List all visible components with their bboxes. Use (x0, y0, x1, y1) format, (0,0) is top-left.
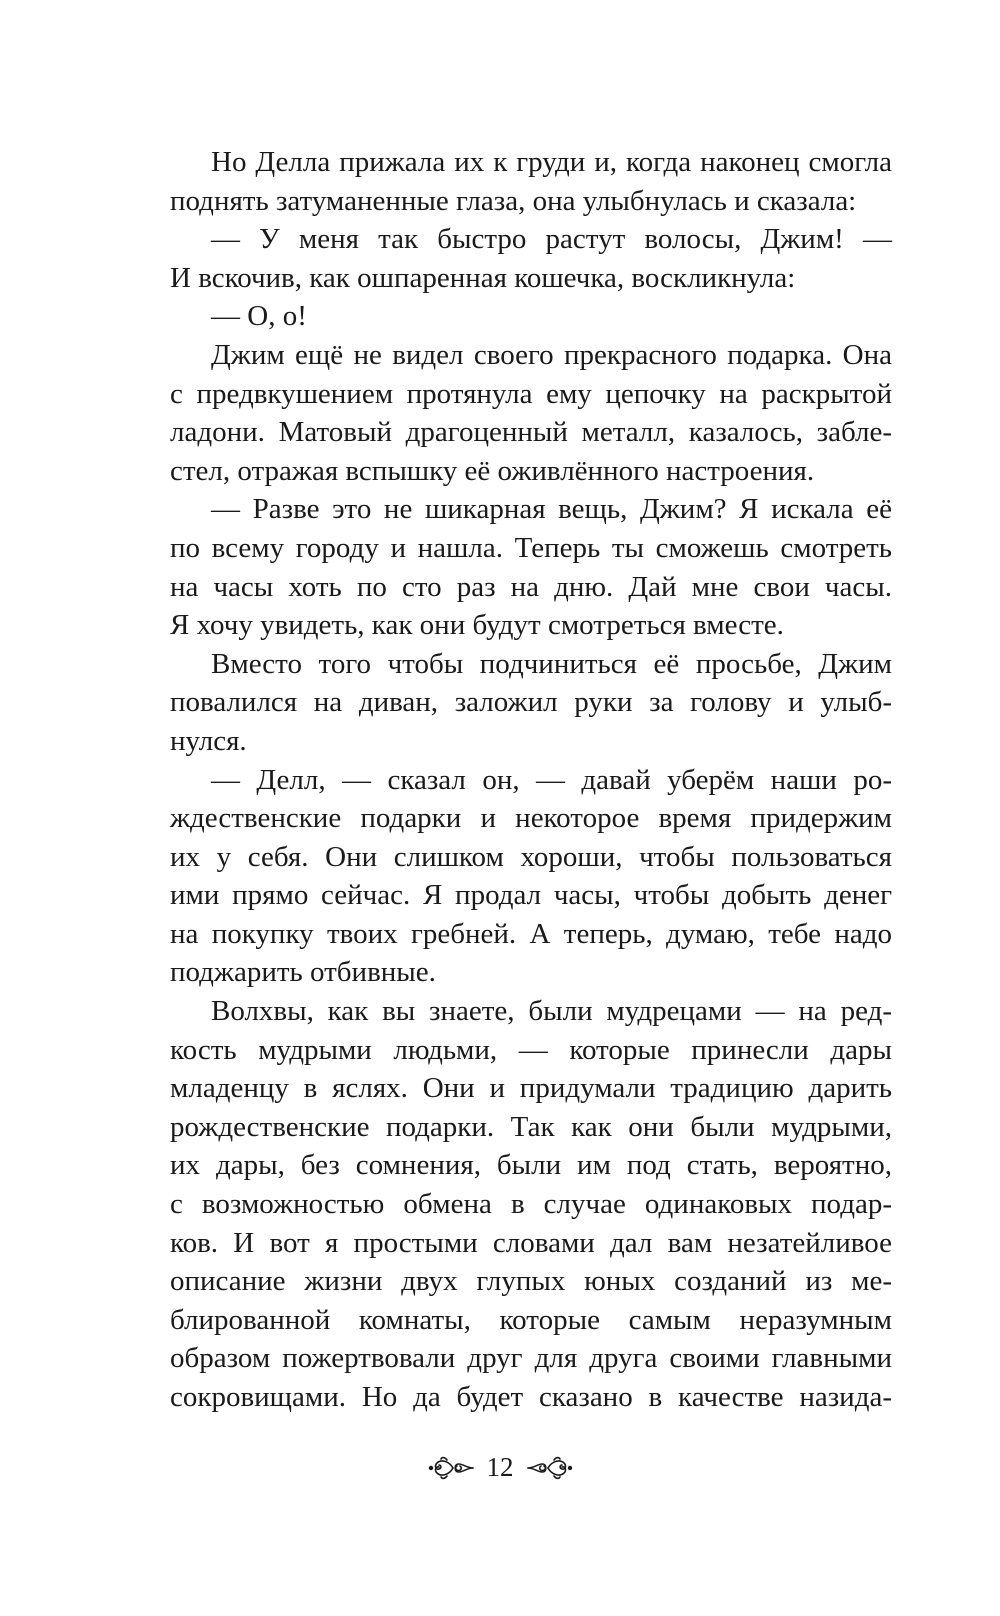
paragraph (170, 143, 892, 220)
text-line: описание жизни двух глупых юных созданий из ме- (170, 1265, 892, 1298)
text-line: повалился на диван, заложил руки за голову и улыб- (170, 686, 892, 719)
text-line: на часы хоть по сто раз на дню. Дай мне свои часы. (170, 570, 892, 603)
text-line: — У меня так быстро растут волосы, Джим! — (211, 223, 892, 256)
text-line: их дары, без сомнения, были им под стать, вероятно, (170, 1149, 892, 1182)
text-line: И вскочив, как ошпаренная кошечка, воскликнула: (170, 261, 796, 294)
text-line: Джим ещё не видел своего прекрасного подарка. Она (211, 338, 892, 371)
text-line: младенцу в яслях. Они и придумали традицию дарить (170, 1072, 892, 1105)
text-line: кость мудрыми людьми, — которые принесли дары (170, 1033, 892, 1066)
text-line: ков. И вот я простыми словами дал вам незатейливое (170, 1226, 892, 1259)
text-line: рождественские подарки. Так как они были мудрыми, (170, 1110, 892, 1143)
text-line: поднять затуманенные глаза, она улыбнулась и сказала: (170, 184, 857, 217)
paragraph (170, 761, 892, 993)
text-line: по всему городу и нашла. Теперь ты сможешь смотреть (170, 531, 892, 564)
text-line: Я хочу увидеть, как они будут смотреться вместе. (170, 609, 784, 642)
paragraph (170, 645, 892, 761)
text-line: — Делл, — сказал он, — давай уберём наши ро- (211, 763, 892, 796)
text-line: с предвкушением протянула ему цепочку на раскрытой (170, 377, 892, 410)
text-line: ждественские подарки и некоторое время придержим (170, 802, 892, 835)
flourish-ornament-left-icon (427, 1455, 475, 1481)
paragraph (170, 220, 892, 297)
paragraph (170, 297, 892, 336)
page-number: 12 (486, 1452, 514, 1482)
text-line: стел, отражая вспышку её оживлённого настроения. (170, 454, 815, 487)
text-line: с возможностью обмена в случае одинаковых подар- (170, 1188, 892, 1221)
text-line: поджарить отбивные. (170, 956, 436, 989)
text-line: на покупку твоих гребней. А теперь, думаю, тебе надо (170, 917, 892, 950)
text-line: Вместо того чтобы подчиниться её просьбе, Джим (211, 647, 892, 680)
text-line: их у себя. Они слишком хороши, чтобы пользоваться (170, 840, 892, 873)
text-line: ладони. Матовый драгоценный металл, казалось, забле- (170, 416, 892, 449)
text-line: Но Делла прижала их к груди и, когда наконец смогла (211, 146, 892, 178)
text-line: образом пожертвовали друг для друга своими главными (170, 1342, 892, 1375)
text-line: блированной комнаты, которые самым неразумным (170, 1303, 892, 1336)
body-text (170, 143, 892, 1417)
text-line: — О, о! (211, 300, 307, 333)
paragraph (170, 490, 892, 644)
text-line: сокровищами. Но да будет сказано в качестве назида- (170, 1381, 892, 1413)
paragraph (170, 992, 892, 1417)
text-line: — Разве это не шикарная вещь, Джим? Я искала её (211, 493, 892, 526)
paragraph (170, 336, 892, 490)
flourish-ornament-right-icon (526, 1455, 574, 1481)
text-line: ими прямо сейчас. Я продал часы, чтобы добыть денег (170, 879, 892, 912)
page-footer (0, 1452, 1000, 1483)
text-line: Волхвы, как вы знаете, были мудрецами — на ред- (211, 995, 892, 1028)
text-line: нулся. (170, 724, 247, 757)
